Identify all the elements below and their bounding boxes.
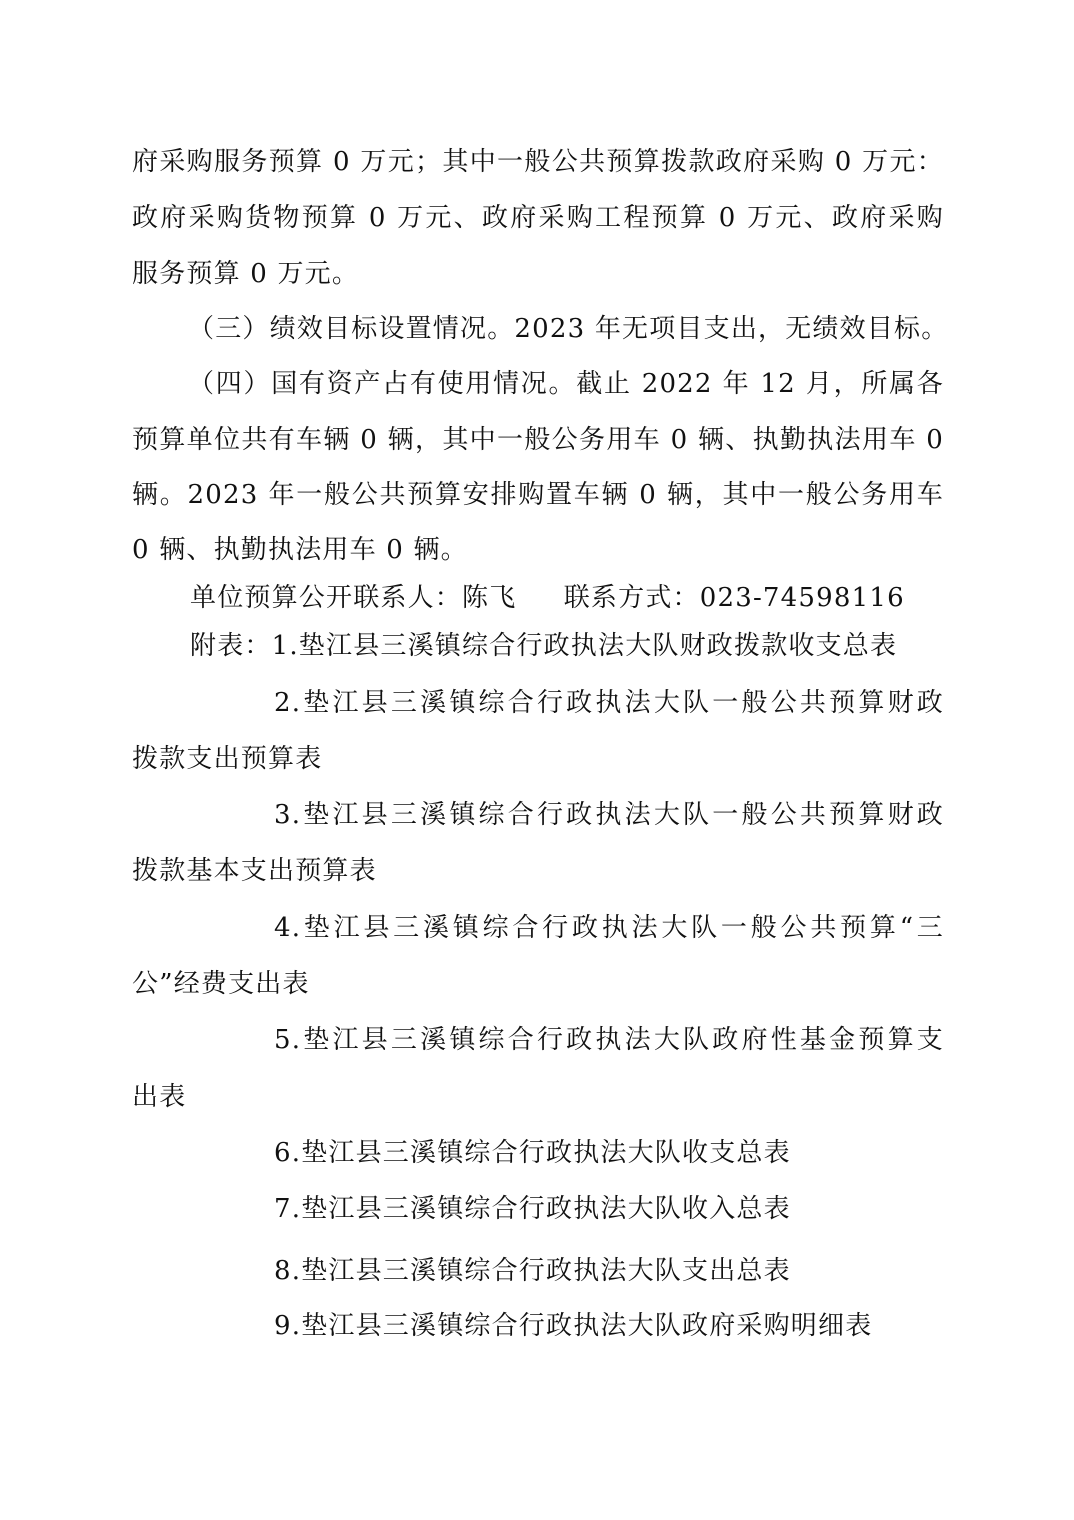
body-line: 政府采购货物预算 0 万元、政府采购工程预算 0 万元、政府采购	[132, 203, 944, 233]
attachment-item-cont: 拨款支出预算表	[132, 744, 323, 774]
body-line: 服务预算 0 万元。	[132, 259, 360, 289]
attachment-item: 7.垫江县三溪镇综合行政执法大队收入总表	[274, 1194, 791, 1224]
attachment-item-cont: 公”经费支出表	[132, 969, 310, 999]
attachment-item: 2.垫江县三溪镇综合行政执法大队一般公共预算财政	[274, 688, 944, 718]
section-3-performance: （三）绩效目标设置情况。2023 年无项目支出，无绩效目标。	[188, 314, 949, 344]
body-line: 预算单位共有车辆 0 辆，其中一般公务用车 0 辆、执勤执法用车 0	[132, 425, 944, 455]
attachments-lead: 附表：1.垫江县三溪镇综合行政执法大队财政拨款收支总表	[190, 631, 898, 661]
attachment-item: 3.垫江县三溪镇综合行政执法大队一般公共预算财政	[274, 800, 944, 830]
body-line: 府采购服务预算 0 万元；其中一般公共预算拨款政府采购 0 万元：	[132, 147, 944, 177]
body-line: 辆。2023 年一般公共预算安排购置车辆 0 辆，其中一般公务用车	[132, 480, 944, 510]
contact-info: 单位预算公开联系人：陈飞 联系方式：023-74598116	[190, 583, 905, 613]
body-line: 0 辆、执勤执法用车 0 辆。	[132, 535, 468, 565]
attachment-item: 6.垫江县三溪镇综合行政执法大队收支总表	[274, 1138, 791, 1168]
attachment-item-cont: 拨款基本支出预算表	[132, 856, 377, 886]
attachment-item: 4.垫江县三溪镇综合行政执法大队一般公共预算“三	[274, 913, 944, 943]
attachment-item: 5.垫江县三溪镇综合行政执法大队政府性基金预算支	[274, 1025, 944, 1055]
attachment-item: 9.垫江县三溪镇综合行政执法大队政府采购明细表	[274, 1311, 873, 1341]
attachment-item: 8.垫江县三溪镇综合行政执法大队支出总表	[274, 1256, 791, 1286]
section-4-assets: （四）国有资产占有使用情况。截止 2022 年 12 月，所属各	[188, 369, 944, 399]
attachment-item-cont: 出表	[132, 1082, 187, 1112]
